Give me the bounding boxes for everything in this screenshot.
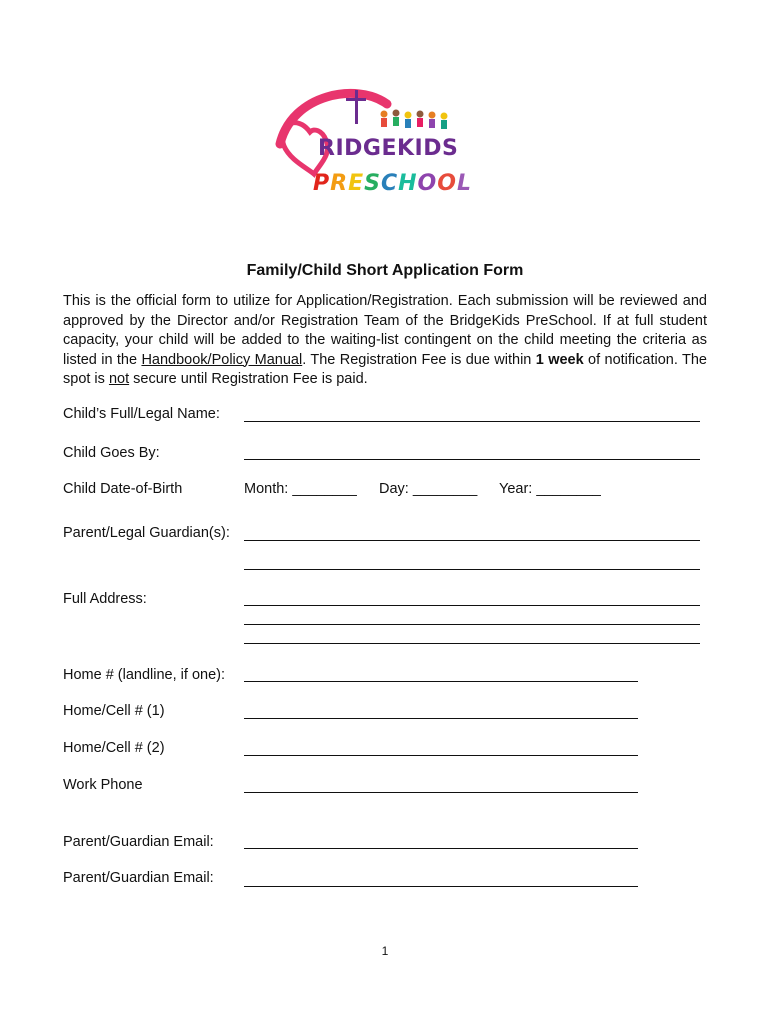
dob-month-field[interactable]: Month: ________ <box>244 481 357 497</box>
parent-guardian-label: Parent/Legal Guardian(s): <box>63 525 230 541</box>
email-2-row <box>63 868 214 888</box>
child-name-label: Child’s Full/Legal Name: <box>63 406 220 422</box>
work-phone-row <box>63 775 143 795</box>
home-cell-2-row <box>63 738 165 758</box>
home-cell-1-label: Home/Cell # (1) <box>63 703 165 719</box>
handbook-link[interactable]: Handbook/Policy Manual <box>141 351 303 368</box>
address-field-1[interactable] <box>244 605 700 606</box>
dob-year-field[interactable]: Year: ________ <box>499 481 601 497</box>
intro-paragraph: This is the official form to utilize for Application/Registration. Each submission will be reviewed and approved by the Director and/or Registration Team of the BridgeKids PreSchool. If at full student capacity, your child will be added to the waiting-list contingent on the child meeting the criteria as listed in the Handbook/Policy Manual. The Registration Fee is due within 1 week of notification. The spot is not secure until Registration Fee is paid. <box>63 293 707 387</box>
logo-letter: P <box>313 171 331 196</box>
email-2-label: Parent/Guardian Email: <box>63 870 214 886</box>
child-goes-by-row <box>63 443 160 463</box>
full-address-row <box>63 589 147 609</box>
home-cell-2-label: Home/Cell # (2) <box>63 740 165 756</box>
address-field-2[interactable] <box>244 624 700 625</box>
child-goes-by-field[interactable] <box>244 459 700 460</box>
logo-letter: C <box>380 171 399 196</box>
address-field-3[interactable] <box>244 643 700 644</box>
parent-guardian-field-1[interactable] <box>244 540 700 541</box>
dob-day-field[interactable]: Day: ________ <box>379 481 478 497</box>
kids-icon <box>381 110 448 130</box>
email-2-field[interactable] <box>244 886 638 887</box>
logo-letter: L <box>456 171 472 196</box>
logo-letter: O <box>437 171 457 196</box>
work-phone-label: Work Phone <box>63 777 143 793</box>
home-cell-1-field[interactable] <box>244 718 638 719</box>
child-name-row <box>63 404 220 424</box>
work-phone-field[interactable] <box>244 792 638 793</box>
child-goes-by-label: Child Goes By: <box>63 445 160 461</box>
home-landline-field[interactable] <box>244 681 638 682</box>
logo-letter: S <box>364 171 381 196</box>
parent-guardian-field-2[interactable] <box>244 569 700 570</box>
home-cell-1-row <box>63 701 165 721</box>
logo-letter: E <box>348 171 365 196</box>
child-dob-row <box>63 479 182 499</box>
logo-letter: O <box>417 171 438 196</box>
logo-wordmark-line2 <box>313 171 472 196</box>
child-name-field[interactable] <box>244 421 700 422</box>
home-landline-label: Home # (landline, if one): <box>63 667 225 683</box>
home-cell-2-field[interactable] <box>244 755 638 756</box>
email-1-row <box>63 832 214 852</box>
child-dob-label: Child Date-of-Birth <box>63 481 183 497</box>
email-1-field[interactable] <box>244 848 638 849</box>
cross-icon <box>355 90 358 124</box>
home-landline-row <box>63 665 225 685</box>
email-1-label: Parent/Guardian Email: <box>63 834 214 850</box>
logo-letter: H <box>398 171 418 196</box>
full-address-label: Full Address: <box>63 591 147 607</box>
logo-wordmark-line1: RIDGEKIDS <box>318 136 459 161</box>
logo-letter: R <box>330 171 349 196</box>
parent-guardian-row <box>63 523 230 543</box>
page-number: 1 <box>381 944 389 958</box>
form-title: Family/Child Short Application Form <box>246 262 524 279</box>
